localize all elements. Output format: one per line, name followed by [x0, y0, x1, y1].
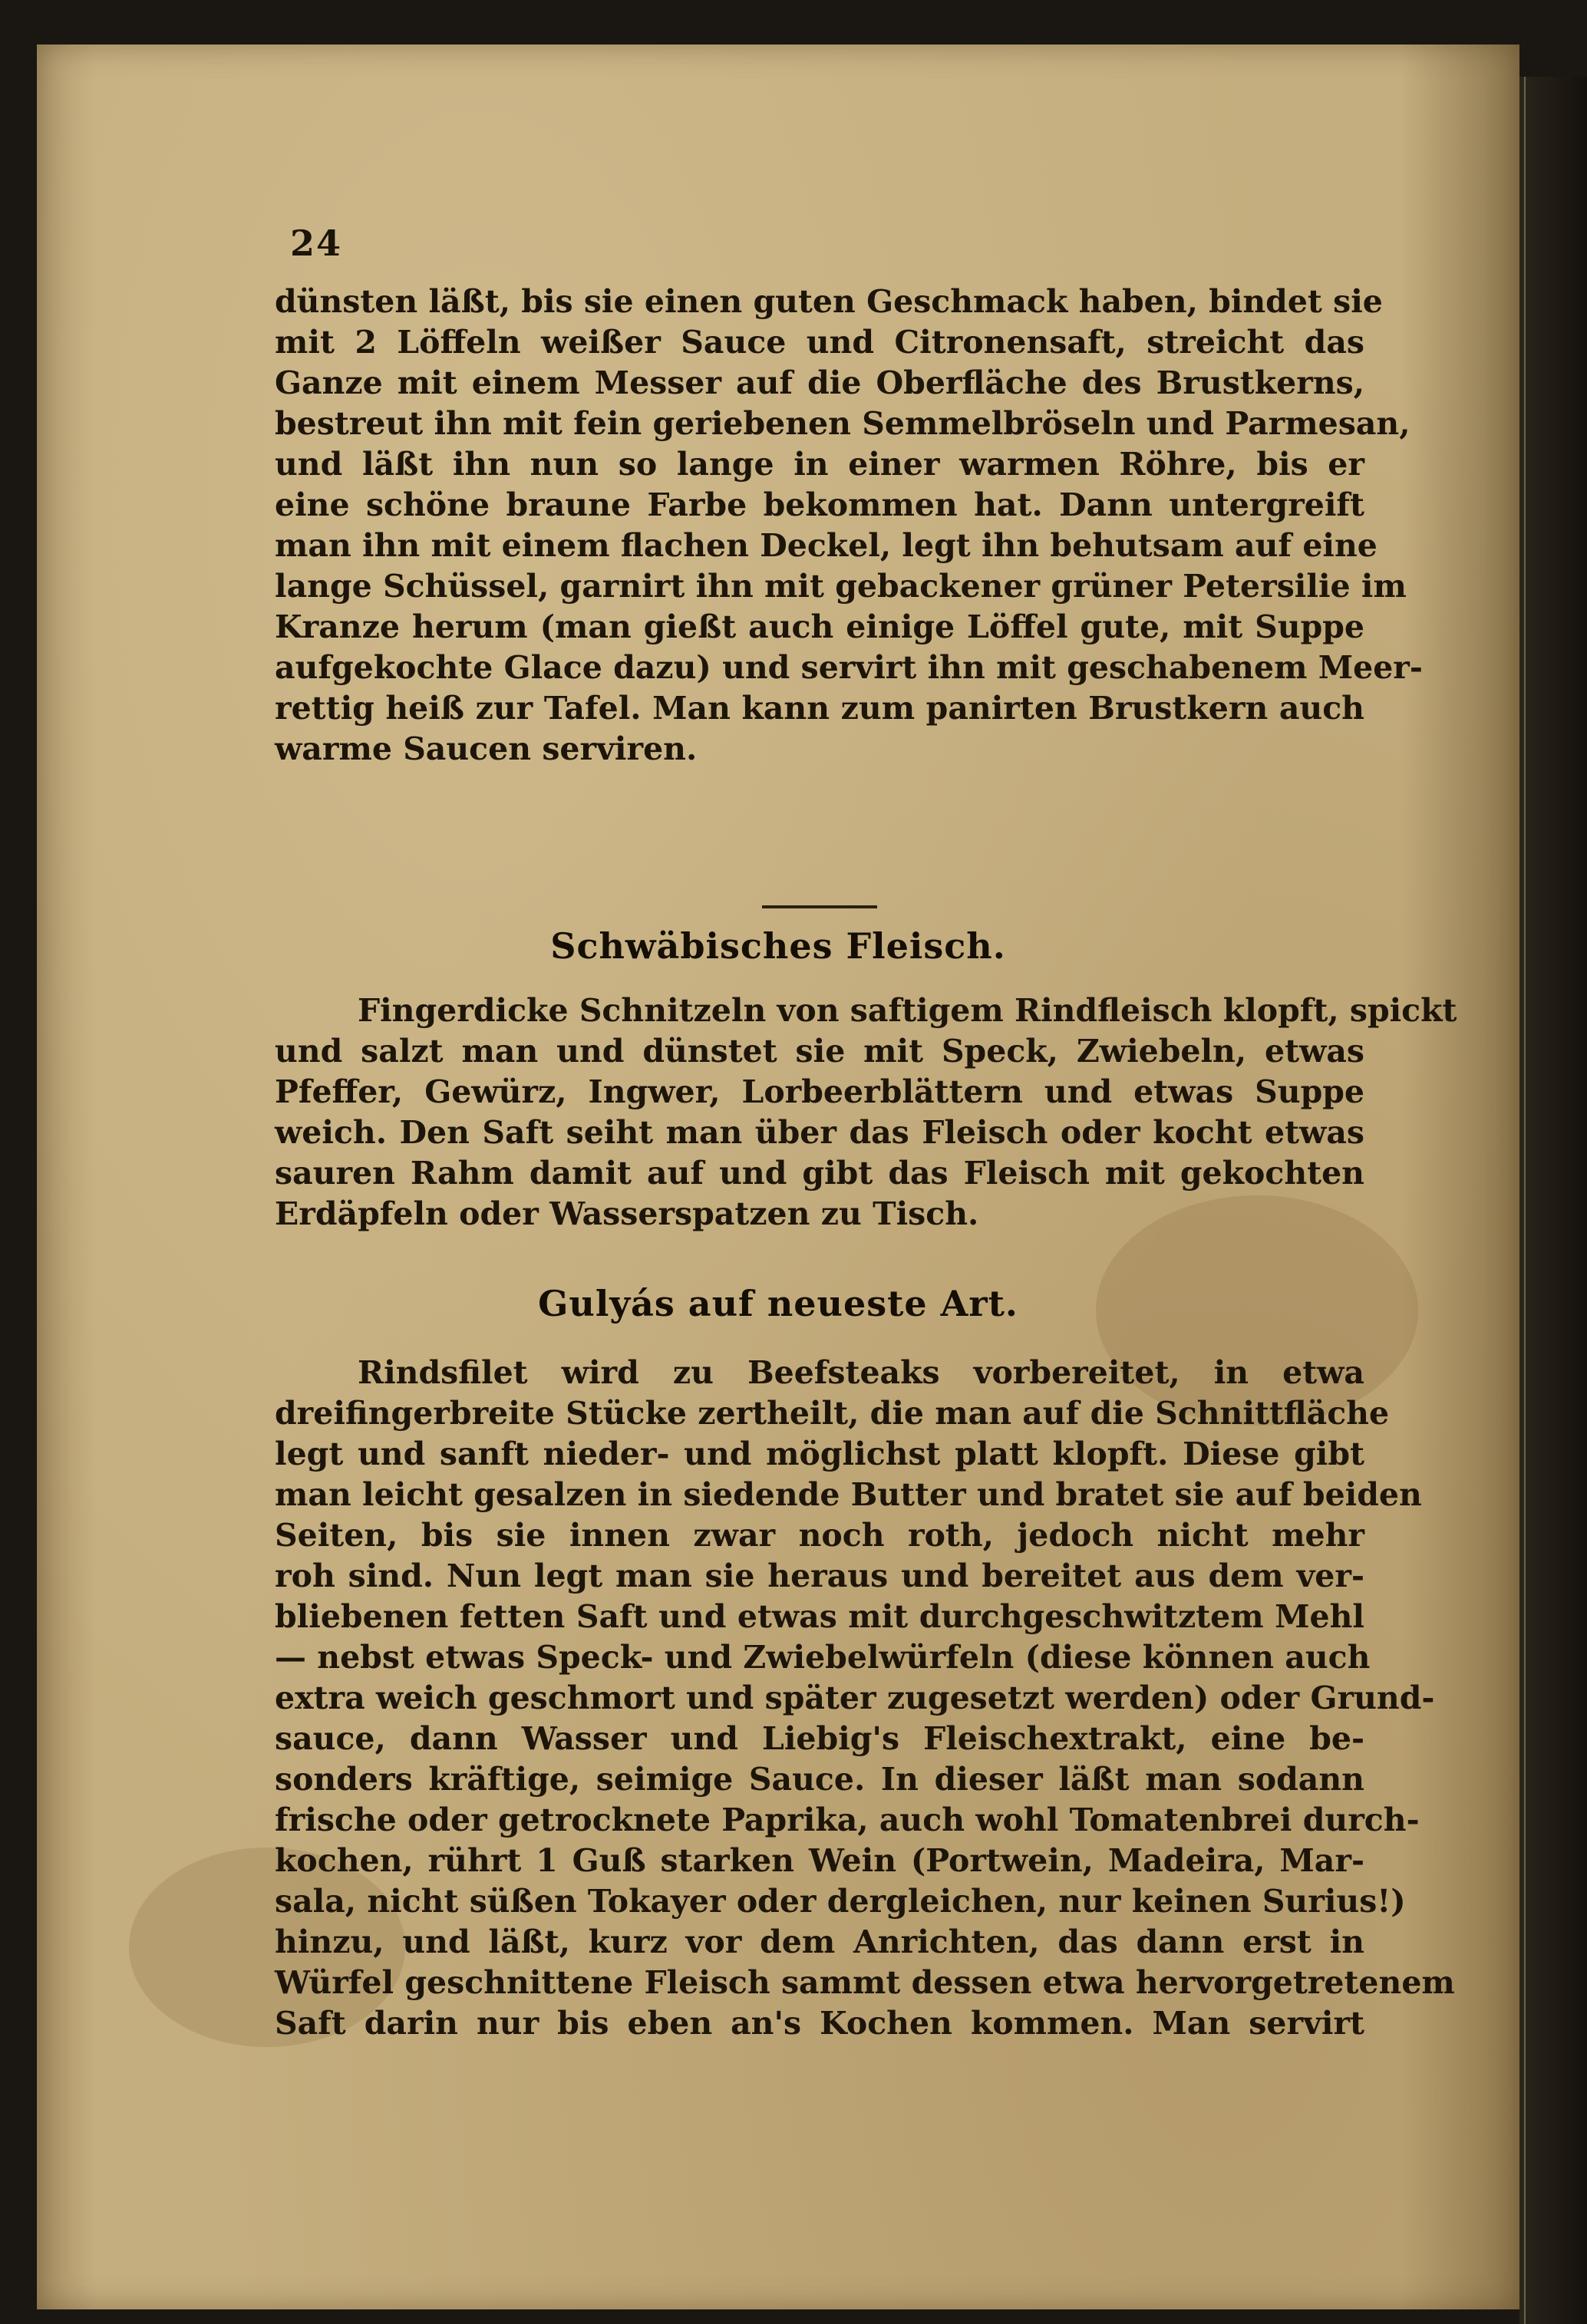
paragraph-line: sonders kräftige, seimige Sauce. In dieser läßt man sodann: [275, 1761, 1364, 1798]
paragraph-line: Erdäpfeln oder Wasserspatzen zu Tisch.: [275, 1195, 979, 1232]
paragraph-line: man ihn mit einem flachen Deckel, legt ihn behutsam auf eine: [275, 527, 1377, 564]
book-page: [37, 45, 1519, 2309]
section-divider: [762, 905, 877, 908]
paragraph-line: hinzu, und läßt, kurz vor dem Anrichten, das dann erst in: [275, 1923, 1364, 1960]
paragraph-line: man leicht gesalzen in siedende Butter und bratet sie auf beiden: [275, 1476, 1422, 1513]
paragraph-line: Fingerdicke Schnitzeln von saftigem Rindfleisch klopft, spickt: [358, 992, 1457, 1029]
paragraph-line: — nebst etwas Speck- und Zwiebelwürfeln (diese können auch: [275, 1639, 1371, 1676]
paragraph-line: bliebenen fetten Saft und etwas mit durchgeschwitztem Mehl: [275, 1598, 1364, 1635]
paragraph-line: sauren Rahm damit auf und gibt das Fleisch mit gekochten: [275, 1155, 1364, 1192]
paragraph-line: aufgekochte Glace dazu) und servirt ihn mit geschabenem Meer-: [275, 649, 1423, 686]
paragraph-line: und salzt man und dünstet sie mit Speck, Zwiebeln, etwas: [275, 1033, 1364, 1070]
paragraph-line: frische oder getrocknete Paprika, auch wohl Tomatenbrei durch-: [275, 1802, 1420, 1838]
paragraph-line: dreifingerbreite Stücke zertheilt, die man auf die Schnittfläche: [275, 1395, 1390, 1432]
paragraph-line: dünsten läßt, bis sie einen guten Geschmack haben, bindet sie: [275, 283, 1383, 320]
paragraph-line: Ganze mit einem Messer auf die Oberfläche des Brustkerns,: [275, 364, 1364, 401]
paragraph-line: kochen, rührt 1 Guß starken Wein (Portwein, Madeira, Mar-: [275, 1842, 1364, 1879]
paragraph-line: rettig heiß zur Tafel. Man kann zum panirten Brustkern auch: [275, 690, 1364, 727]
paragraph-line: Würfel geschnittene Fleisch sammt dessen etwa hervorgetretenem: [275, 1964, 1455, 2001]
paragraph-line: warme Saucen serviren.: [275, 730, 698, 767]
paragraph-line: weich. Den Saft seiht man über das Fleisch oder kocht etwas: [275, 1114, 1364, 1151]
page-number: 24: [290, 223, 343, 264]
paragraph-line: extra weich geschmort und später zugesetzt werden) oder Grund-: [275, 1680, 1435, 1716]
section-heading: Schwäbisches Fleisch.: [550, 925, 1006, 967]
paragraph-line: sala, nicht süßen Tokayer oder dergleichen, nur keinen Surius!): [275, 1883, 1406, 1920]
paragraph-line: sauce, dann Wasser und Liebig's Fleischextrakt, eine be-: [275, 1720, 1364, 1757]
paragraph-line: Pfeffer, Gewürz, Ingwer, Lorbeerblättern und etwas Suppe: [275, 1073, 1364, 1110]
paragraph-line: mit 2 Löffeln weißer Sauce und Citronensaft, streicht das: [275, 324, 1364, 361]
book-edge: [1519, 77, 1587, 2324]
paragraph-line: Rindsfilet wird zu Beefsteaks vorbereitet, in etwa: [358, 1354, 1364, 1391]
paragraph-line: lange Schüssel, garnirt ihn mit gebackener grüner Petersilie im: [275, 568, 1407, 605]
paragraph-line: roh sind. Nun legt man sie heraus und bereitet aus dem ver-: [275, 1558, 1364, 1594]
paragraph-line: Kranze herum (man gießt auch einige Löffel gute, mit Suppe: [275, 608, 1364, 645]
paragraph-line: eine schöne braune Farbe bekommen hat. Dann untergreift: [275, 486, 1364, 523]
paragraph-line: bestreut ihn mit fein geriebenen Semmelbröseln und Parmesan,: [275, 405, 1410, 442]
section-heading: Gulyás auf neueste Art.: [538, 1283, 1018, 1324]
paragraph-line: Seiten, bis sie innen zwar noch roth, jedoch nicht mehr: [275, 1517, 1364, 1554]
paragraph-line: und läßt ihn nun so lange in einer warmen Röhre, bis er: [275, 446, 1364, 483]
paragraph-line: Saft darin nur bis eben an's Kochen kommen. Man servirt: [275, 2005, 1364, 2042]
paragraph-line: legt und sanft nieder- und möglichst platt klopft. Diese gibt: [275, 1436, 1364, 1472]
